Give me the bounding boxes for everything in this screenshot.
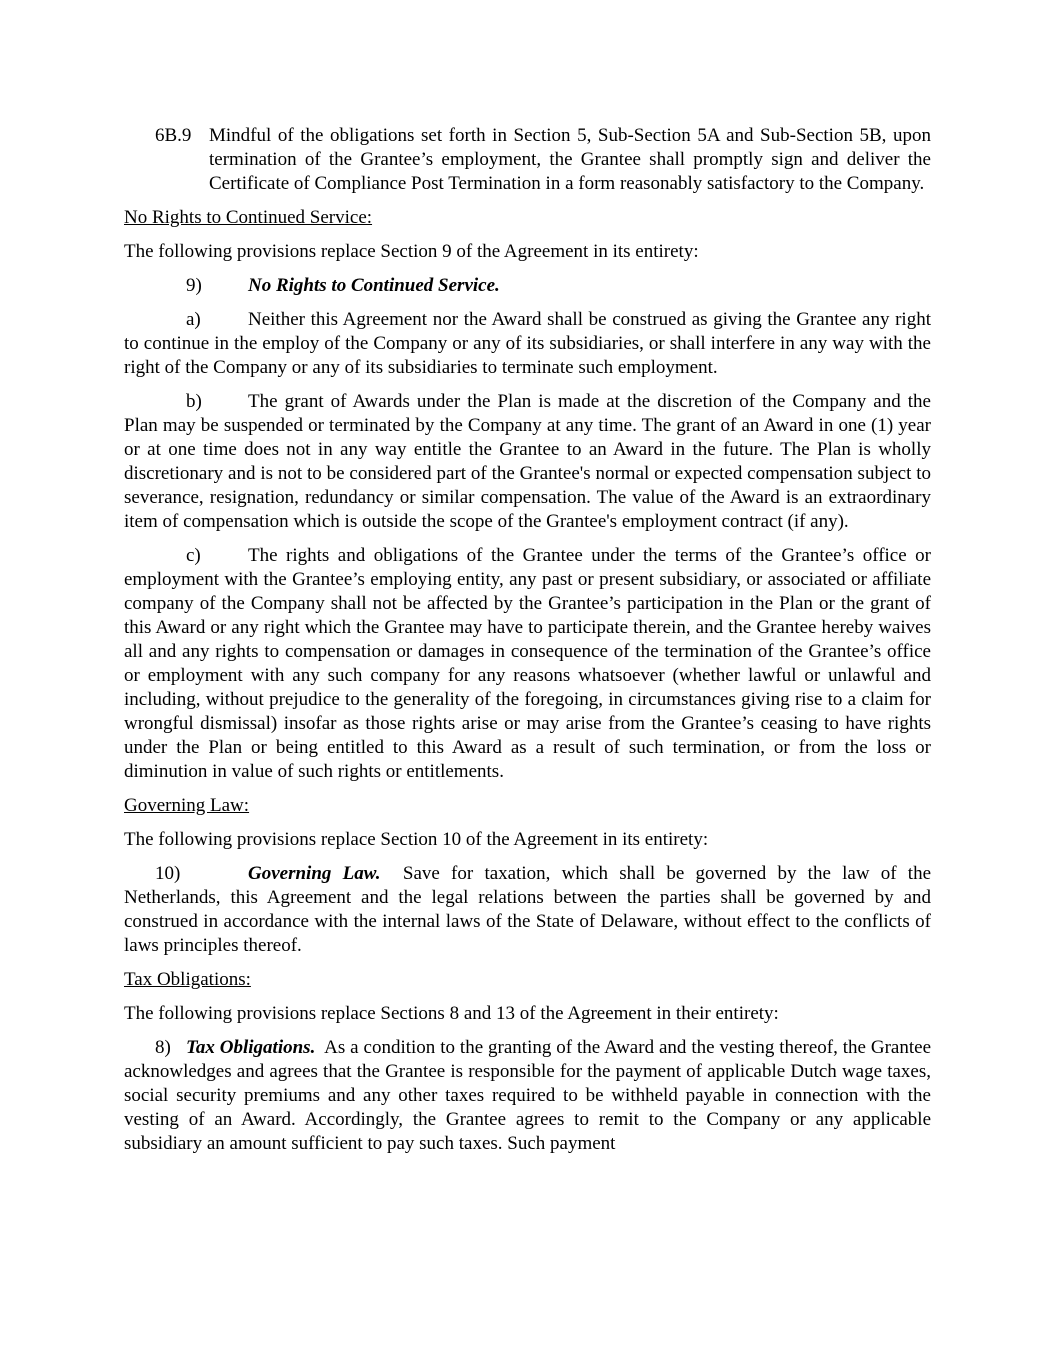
clause-10 xyxy=(124,862,931,958)
item-text: The grant of Awards under the Plan is made at the discretion of the Company and the Plan may be suspended or terminated by the Company at any time. The grant of an Award in one (1) year or at one time does not in any way entitle the Grantee to an Award in the future. The Plan is wholly discretionary and is not to be considered part of the Grantee's normal or expected compensation subject to severance, resignation, redundancy or similar compensation. The value of the Award is an extraordinary item of compensation which is outside the scope of the Grantee's employment contract (if any). xyxy=(124,391,931,532)
item-c xyxy=(124,544,931,784)
clause-number: 8) xyxy=(155,1037,171,1058)
item-label: b) xyxy=(186,391,202,412)
clause-number: 6B.9 xyxy=(155,125,192,146)
item-text: The rights and obligations of the Grantee under the terms of the Grantee’s office or employment with the Grantee’s employing entity, any past or present subsidiary, or associated or affiliate company of the Company shall not be affected by the Grantee’s participation in the Plan or the grant of this Award or any right which the Grantee may have to participate therein, and the Grantee hereby waives all and any rights to compensation or damages in consequence of the termination of the Grantee’s office or employment with any such company for any reasons whatsoever (whether lawful or unlawful and including, without prejudice to the generality of the foregoing, in circumstances giving rise to a claim for wrongful dismissal) insofar as those rights arise or may arise from the Grantee’s ceasing to have rights under the Plan or being entitled to this Award as a result of such termination, or from the loss or diminution in value of such rights or entitlements. xyxy=(124,545,931,782)
item-label: a) xyxy=(186,309,201,330)
section-intro-governing-law: The following provisions replace Section 10 of the Agreement in its entirety: xyxy=(124,829,709,850)
section-intro-no-rights: The following provisions replace Section 9 of the Agreement in its entirety: xyxy=(124,241,699,262)
clause-6b9 xyxy=(155,124,931,196)
clause-title: Tax Obligations. xyxy=(186,1037,316,1058)
document-page xyxy=(124,124,931,1156)
section-heading-no-rights: No Rights to Continued Service: xyxy=(124,207,373,228)
item-a xyxy=(124,308,931,380)
section-heading-tax: Tax Obligations: xyxy=(124,969,251,990)
clause-text: As a condition to the granting of the Award and the vesting thereof, the Grantee acknowledges and agrees that the Grantee is responsible for the payment of applicable Dutch wage taxes, social security premiums and any other taxes required to be withheld payable in connection with the vesting of an Award. Accordingly, the Grantee agrees to remit to the Company or any applicable subsidiary an amount sufficient to pay such taxes. Such payment xyxy=(124,1037,932,1154)
clause-number: 9) xyxy=(186,275,202,296)
clause-9-title-line xyxy=(124,274,931,298)
item-b xyxy=(124,390,931,534)
section-intro-tax: The following provisions replace Sections 8 and 13 of the Agreement in their entirety: xyxy=(124,1003,779,1024)
clause-title: Governing Law. xyxy=(248,863,381,884)
clause-title: No Rights to Continued Service. xyxy=(248,275,500,296)
clause-8 xyxy=(124,1036,931,1156)
item-text: Neither this Agreement nor the Award shall be construed as giving the Grantee any right to continue in the employ of the Company or any of its subsidiaries, or shall interfere in any way with the right of the Company or any of its subsidiaries to terminate such employment. xyxy=(124,309,931,378)
clause-text: Save for taxation, which shall be governed by the law of the Netherlands, this Agreement and the legal relations between the parties shall be governed by and construed in accordance with the internal laws of the State of Delaware, without effect to the conflicts of laws principles thereof. xyxy=(124,863,932,956)
clause-text: Mindful of the obligations set forth in Section 5, Sub-Section 5A and Sub-Section 5B, upon termination of the Grantee’s employment, the Grantee shall promptly sign and deliver the Certificate of Compliance Post Termination in a form reasonably satisfactory to the Company. xyxy=(209,125,931,194)
section-heading-governing-law: Governing Law: xyxy=(124,795,250,816)
clause-number: 10) xyxy=(155,863,181,884)
item-label: c) xyxy=(186,545,201,566)
